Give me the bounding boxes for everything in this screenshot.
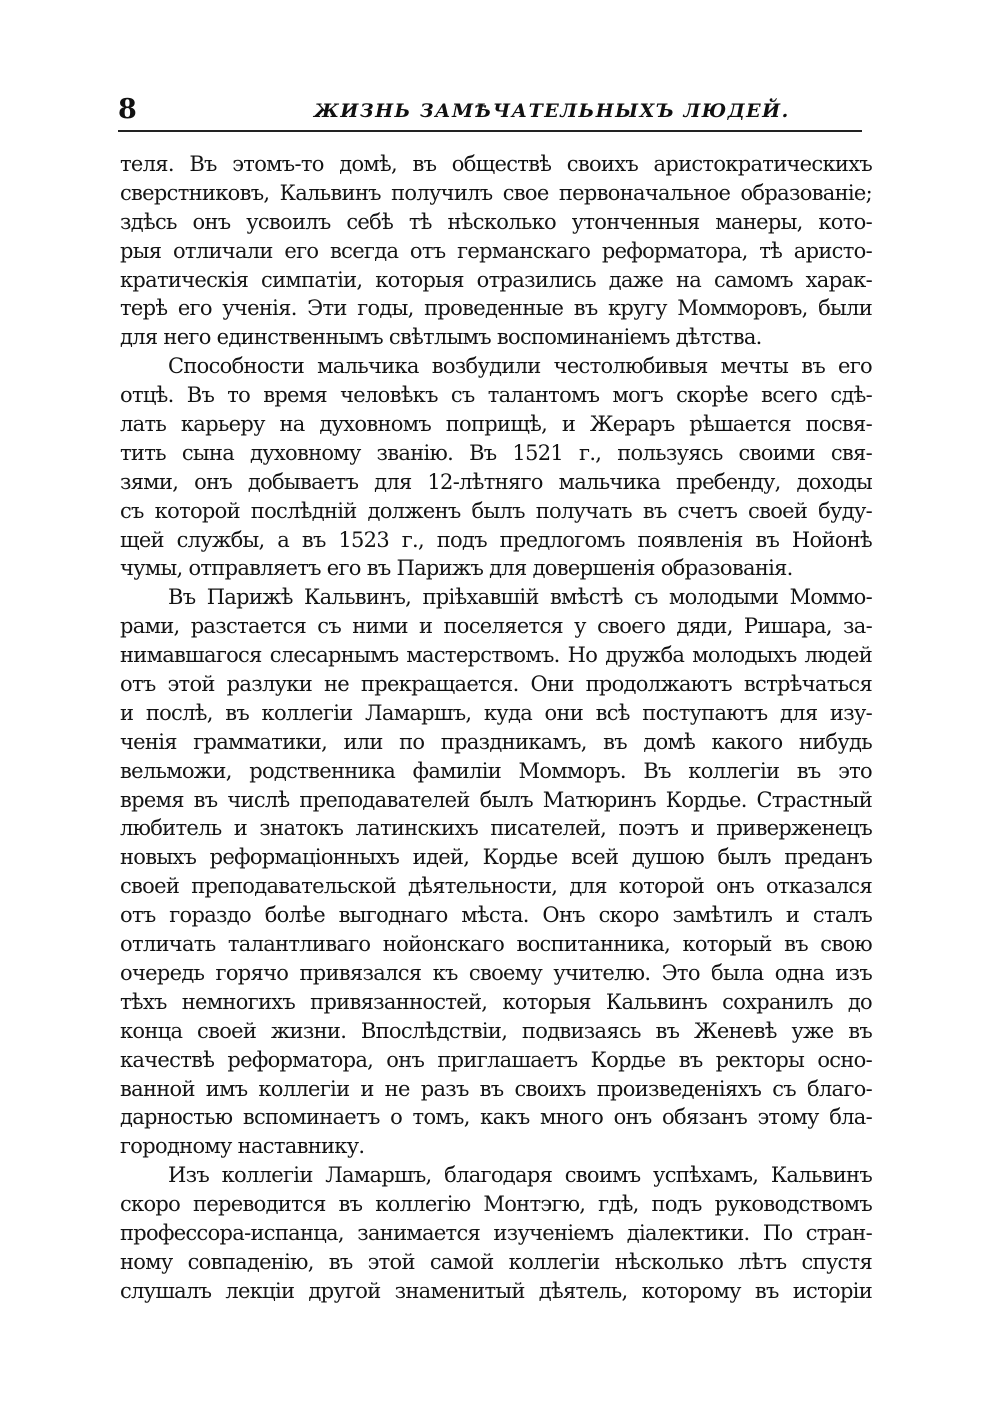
text-line: новыхъ реформаціонныхъ идей, Кордье всей душою былъ преданъ bbox=[120, 845, 872, 870]
text-line: теля. Въ этомъ-то домѣ, въ обществѣ своихъ аристократическихъ bbox=[120, 152, 872, 176]
text-line: отъ гораздо болѣе выгоднаго мѣста. Онъ скоро замѣтилъ и сталъ bbox=[120, 903, 872, 928]
text-line: любитель и знатокъ латинскихъ писателей, поэтъ и приверженецъ bbox=[120, 816, 872, 841]
text-line: Изъ коллегіи Ламаршъ, благодаря своимъ успѣхамъ, Кальвинъ bbox=[168, 1163, 872, 1188]
page-number: 8 bbox=[118, 94, 137, 125]
text-line: зями, онъ добываетъ для 12-лѣтняго мальчика пребенду, доходы bbox=[120, 469, 872, 494]
text-line: тить сына духовному званію. Въ 1521 г., пользуясь своими свя- bbox=[120, 440, 872, 465]
text-line: время въ числѣ преподавателей былъ Матюринъ Кордье. Страстный bbox=[120, 787, 872, 812]
text-line: лать карьеру на духовномъ поприщѣ, и Жераръ рѣшается посвя- bbox=[120, 412, 872, 437]
text-line: нимавшагося слесарнымъ мастерствомъ. Но дружба молодыхъ людей bbox=[120, 643, 872, 668]
text-line: кратическія симпатіи, которыя отразились даже на самомъ харак- bbox=[120, 267, 872, 292]
header-rule bbox=[118, 130, 862, 132]
text-line: съ которой послѣдній долженъ былъ получать въ счетъ своей буду- bbox=[120, 498, 872, 523]
running-title: ЖИЗНЬ ЗАМѢЧАТЕЛЬНЫХЪ ЛЮДЕЙ. bbox=[314, 100, 790, 122]
text-line: щей службы, а въ 1523 г., подъ предлогомъ появленія въ Нойонѣ bbox=[120, 527, 872, 552]
body-text bbox=[120, 150, 872, 1306]
text-line: городному наставнику. bbox=[120, 1134, 365, 1159]
text-line: слушалъ лекціи другой знаменитый дѣятель, которому въ исторіи bbox=[120, 1278, 872, 1303]
text-line: сверстниковъ, Кальвинъ получилъ свое первоначальное образованіе; bbox=[120, 180, 872, 205]
text-line: ному совпаденію, въ этой самой коллегіи нѣсколько лѣтъ спустя bbox=[120, 1249, 872, 1274]
text-line: качествѣ реформатора, онъ приглашаетъ Кордье въ ректоры осно- bbox=[120, 1047, 872, 1072]
text-line: конца своей жизни. Впослѣдствіи, подвизаясь въ Женевѣ уже въ bbox=[120, 1018, 872, 1043]
page-header bbox=[118, 92, 878, 132]
text-line: рыя отличали его всегда отъ германскаго реформатора, тѣ аристо- bbox=[120, 238, 872, 263]
text-line: ченія грамматики, или по праздникамъ, въ домѣ какого нибудь bbox=[120, 729, 872, 754]
text-line: терѣ его ученія. Эти годы, проведенные въ кругу Момморовъ, были bbox=[120, 296, 872, 321]
text-line: своей преподавательской дѣятельности, для которой онъ отказался bbox=[120, 874, 872, 899]
text-line: скоро переводится въ коллегію Монтэгю, гдѣ, подъ руководствомъ bbox=[120, 1192, 872, 1217]
text-line: здѣсь онъ усвоилъ себѣ тѣ нѣсколько утонченныя манеры, кото- bbox=[120, 209, 872, 234]
text-line: вельможи, родственника фамиліи Момморъ. Въ коллегіи въ это bbox=[120, 758, 872, 783]
text-line: отличать талантливаго нойонскаго воспитанника, который въ свою bbox=[120, 932, 872, 957]
text-line: очередь горячо привязался къ своему учителю. Это была одна изъ bbox=[120, 960, 872, 985]
text-line: отцѣ. Въ то время человѣкъ съ талантомъ могъ скорѣе всего сдѣ- bbox=[120, 383, 872, 408]
text-line: дарностью вспоминаетъ о томъ, какъ много онъ обязанъ этому бла- bbox=[120, 1105, 872, 1130]
text-line: для него единственнымъ свѣтлымъ воспоминаніемъ дѣтства. bbox=[120, 325, 762, 350]
text-line: Способности мальчика возбудили честолюбивыя мечты въ его bbox=[168, 354, 872, 379]
text-line: рами, разстается съ ними и поселяется у своего дяди, Ришара, за- bbox=[120, 614, 872, 639]
text-line: чумы, отправляетъ его въ Парижъ для довершенія образованія. bbox=[120, 556, 793, 581]
text-line: отъ этой разлуки не прекращается. Они продолжаютъ встрѣчаться bbox=[120, 672, 872, 697]
text-line: Въ Парижѣ Кальвинъ, пріѣхавшій вмѣстѣ съ молодыми Моммо- bbox=[168, 585, 872, 610]
text-line: тѣхъ немногихъ привязанностей, которыя Кальвинъ сохранилъ до bbox=[120, 989, 872, 1014]
text-line: ванной имъ коллегіи и не разъ въ своихъ произведеніяхъ съ благо- bbox=[120, 1076, 872, 1101]
text-line: и послѣ, въ коллегіи Ламаршъ, куда они всѣ поступаютъ для изу- bbox=[120, 700, 872, 725]
text-line: профессора-испанца, занимается изученіемъ діалектики. По стран- bbox=[120, 1220, 872, 1245]
